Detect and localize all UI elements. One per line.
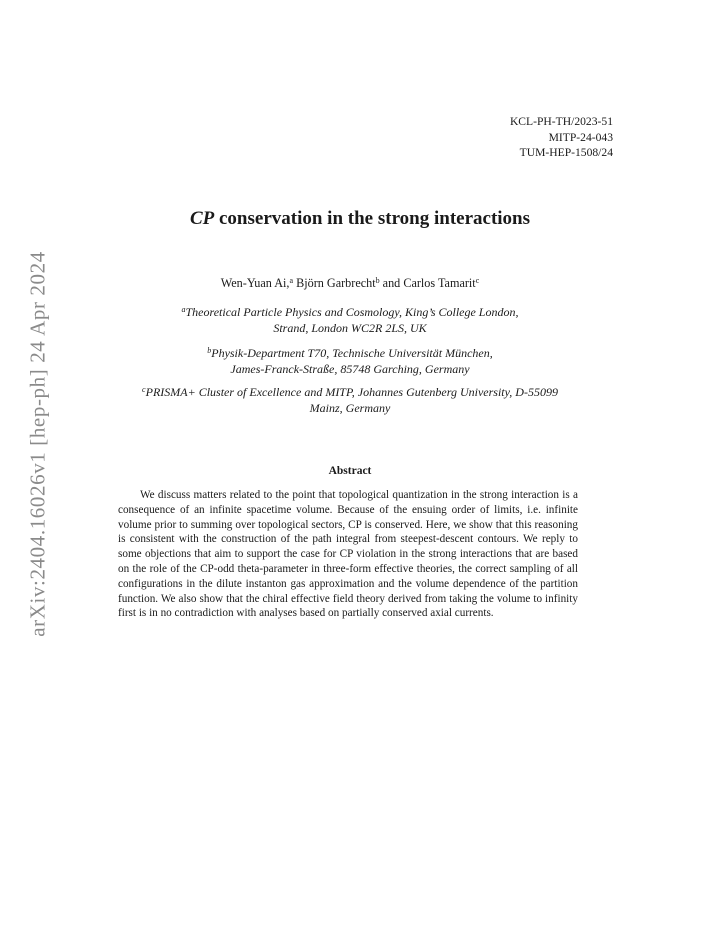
affiliation-a: [100, 304, 600, 336]
author-affiliation-mark: c: [475, 276, 480, 285]
affiliation-mark: b: [207, 346, 212, 355]
affiliation-line: PRISMA+ Cluster of Excellence and MITP, Johannes Gutenberg University, D-55099: [145, 385, 558, 399]
author-list: [0, 276, 700, 291]
report-number: KCL-PH-TH/2023-51: [509, 115, 613, 128]
author-name: and Carlos Tamarit: [379, 276, 476, 290]
affiliation-line: Mainz, Germany: [309, 401, 391, 415]
author-name: Wen-Yuan Ai,: [220, 276, 290, 290]
paper-title: [0, 208, 720, 230]
abstract-heading: Abstract: [328, 465, 372, 477]
report-numbers: [510, 114, 613, 161]
abstract-body: We discuss matters related to the point that topological quantization in the strong interaction is a consequence of an infinite spacetime volume. Because of the ensuing order of limits, i.e. infinite volume prior to summing over topological sectors, CP is conserved. Here, we show that this reasoning is consistent with the construction of the path integral from steepest-descent contours. We reply to some objections that aim to support the case for CP violation in the strong interactions that are based on the role of the CP-odd theta-parameter in three-form effective theories, the correct sampling of all configurations in the dilute instanton gas approximation and the volume dependence of the partition function. We also show that the chiral effective field theory derived from taking the volume to infinity first is in no contradiction with analyses based on partially conserved axial currents.: [118, 489, 578, 620]
affiliation-c: [60, 384, 640, 416]
author-name: Björn Garbrecht: [293, 276, 376, 290]
title-cp: CP: [189, 208, 215, 229]
arxiv-identifier-stamp: arXiv:2404.16026v1 [hep-ph] 24 Apr 2024: [25, 251, 50, 637]
affiliation-b: [100, 345, 600, 377]
report-number: TUM-HEP-1508/24: [519, 146, 613, 159]
affiliation-mark: c: [142, 385, 146, 394]
affiliation-line: Theoretical Particle Physics and Cosmology, King’s College London,: [185, 305, 519, 319]
affiliation-line: Physik-Department T70, Technische Universität München,: [211, 346, 493, 360]
affiliation-line: Strand, London WC2R 2LS, UK: [273, 321, 427, 335]
author-affiliation-mark: a: [289, 276, 294, 285]
author-affiliation-mark: b: [375, 276, 380, 285]
title-rest: conservation in the strong interactions: [214, 208, 531, 229]
affiliation-line: James-Franck-Straße, 85748 Garching, Germany: [230, 362, 470, 376]
report-number: MITP-24-043: [548, 130, 613, 144]
affiliation-mark: a: [181, 305, 186, 314]
